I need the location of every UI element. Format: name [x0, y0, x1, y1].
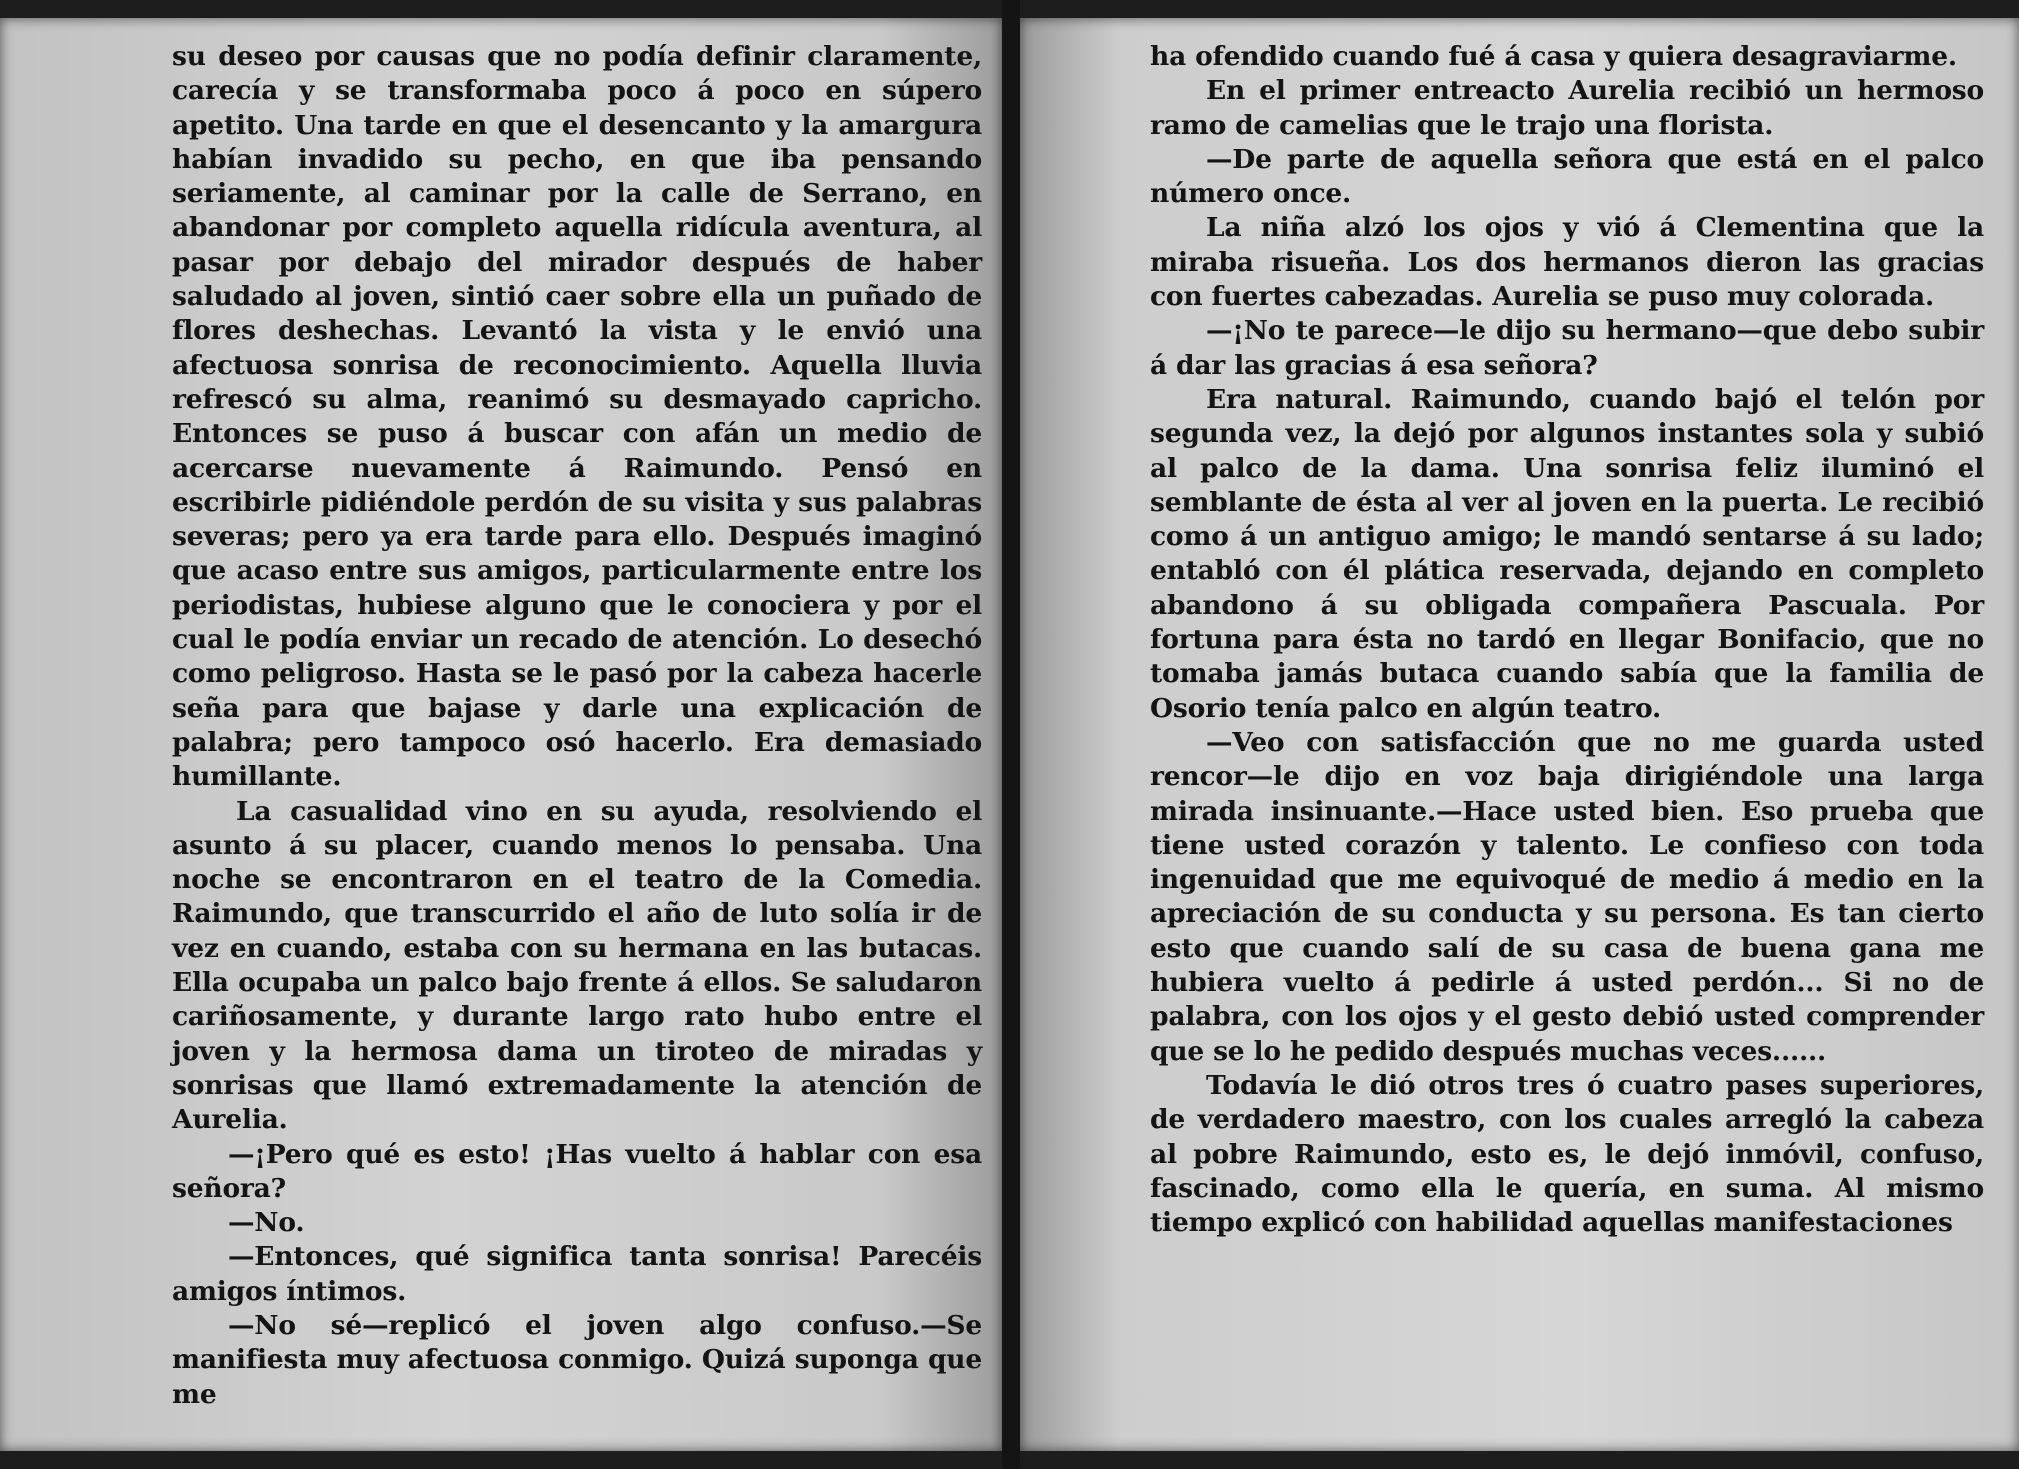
paragraph: En el primer entreacto Aurelia recibió un hermoso ramo de camelias que le trajo una florista. — [1150, 75, 1984, 141]
paragraph: su deseo por causas que no podía definir claramente, carecía y se transformaba poco á poco en súpero apetito. Una tarde en que el desencanto y la amargura habían invadido su pecho, en que iba pensando seriamente, al caminar por la calle de Serrano, en abandonar por completo aquella ridícula aventura, al pasar por debajo del mirador después de haber saludado al joven, sintió caer sobre ella un puñado de flores deshechas. Levantó la vista y le envió una afectuosa sonrisa de reconocimiento. Aquella lluvia refrescó su alma, reanimó su desmayado capricho. Entonces se puso á buscar con afán un medio de acercarse nuevamente á Raimundo. Pensó en escribirle pidiéndole perdón de su visita y sus palabras severas; pero ya era tarde para ello. Después imaginó que acaso entre sus amigos, particularmente entre los periodistas, hubiese alguno que le conociera y por el cual le podía enviar un recado de atención. Lo desechó como peligroso. Hasta se le pasó por la cabeza hacerle seña para que bajase y darle una explicación de palabra; pero tampoco osó hacerlo. Era demasiado humillante. — [172, 41, 982, 793]
book-gutter — [1002, 0, 1020, 1469]
dialogue-line: —De parte de aquella señora que está en el palco número once. — [1150, 143, 1984, 210]
left-page-text — [172, 40, 982, 1412]
dialogue-line: —No. — [228, 1207, 305, 1239]
paragraph: La niña alzó los ojos y vió á Clementina que la miraba risueña. Los dos hermanos dieron las gracias con fuertes cabezadas. Aurelia se puso muy colorada. — [1150, 212, 1984, 313]
left-page — [0, 18, 1002, 1451]
dialogue-line: —¡No te parece—le dijo su hermano—que debo subir á dar las gracias á esa señora? — [1150, 315, 1984, 381]
dialogue-line: —Entonces, qué significa tanta sonrisa! Parecéis amigos íntimos. — [172, 1241, 982, 1307]
right-page-text — [1150, 40, 1984, 1240]
dialogue-line: —No sé—replicó el joven algo confuso.—Se manifiesta muy afectuosa conmigo. Quizá suponga que me — [172, 1309, 982, 1410]
paragraph: Todavía le dió otros tres ó cuatro pases superiores, de verdadero maestro, con los cuales arregló la cabeza al pobre Raimundo, esto es, le dejó inmóvil, confuso, fascinado, como ella le quería, en suma. Al mismo tiempo explicó con habilidad aquellas manifestaciones — [1150, 1069, 1984, 1239]
dialogue-line: —Veo con satisfacción que no me guarda usted rencor—le dijo en voz baja dirigiéndole una larga mirada insinuante.—Hace usted bien. Eso prueba que tiene usted corazón y talento. Le confieso con toda ingenuidad que me equivoqué de medio á medio en la apreciación de su conducta y su persona. Es tan cierto esto que cuando salí de su casa de buena gana me hubiera vuelto á pedirle á usted perdón... Si no de palabra, con los ojos y el gesto debió usted comprender que se lo he pedido después muchas veces...... — [1150, 726, 1984, 1067]
paragraph: ha ofendido cuando fué á casa y quiera desagraviarme. — [1150, 41, 1957, 72]
paragraph: La casualidad vino en su ayuda, resolviendo el asunto á su placer, cuando menos lo pensaba. Una noche se encontraron en el teatro de la Comedia. Raimundo, que transcurrido el año de luto solía ir de vez en cuando, estaba con su hermana en las butacas. Ella ocupaba un palco bajo frente á ellos. Se saludaron cariñosamente, y durante largo rato hubo entre el joven y la hermosa dama un tiroteo de miradas y sonrisas que llamó extremadamente la atención de Aurelia. — [172, 795, 982, 1136]
right-page — [1020, 18, 2019, 1451]
dialogue-line: —¡Pero qué es esto! ¡Has vuelto á hablar con esa señora? — [172, 1138, 982, 1204]
paragraph: Era natural. Raimundo, cuando bajó el telón por segunda vez, la dejó por algunos instantes sola y subió al palco de la dama. Una sonrisa feliz iluminó el semblante de ésta al ver al joven en la puerta. Le recibió como á un antiguo amigo; le mandó sentarse á su lado; entabló con él plática reservada, dejando en completo abandono á su obligada compañera Pascuala. Por fortuna para ésta no tardó en llegar Bonifacio, que no tomaba jamás butaca cuando sabía que la familia de Osorio tenía palco en algún teatro. — [1150, 383, 1984, 724]
